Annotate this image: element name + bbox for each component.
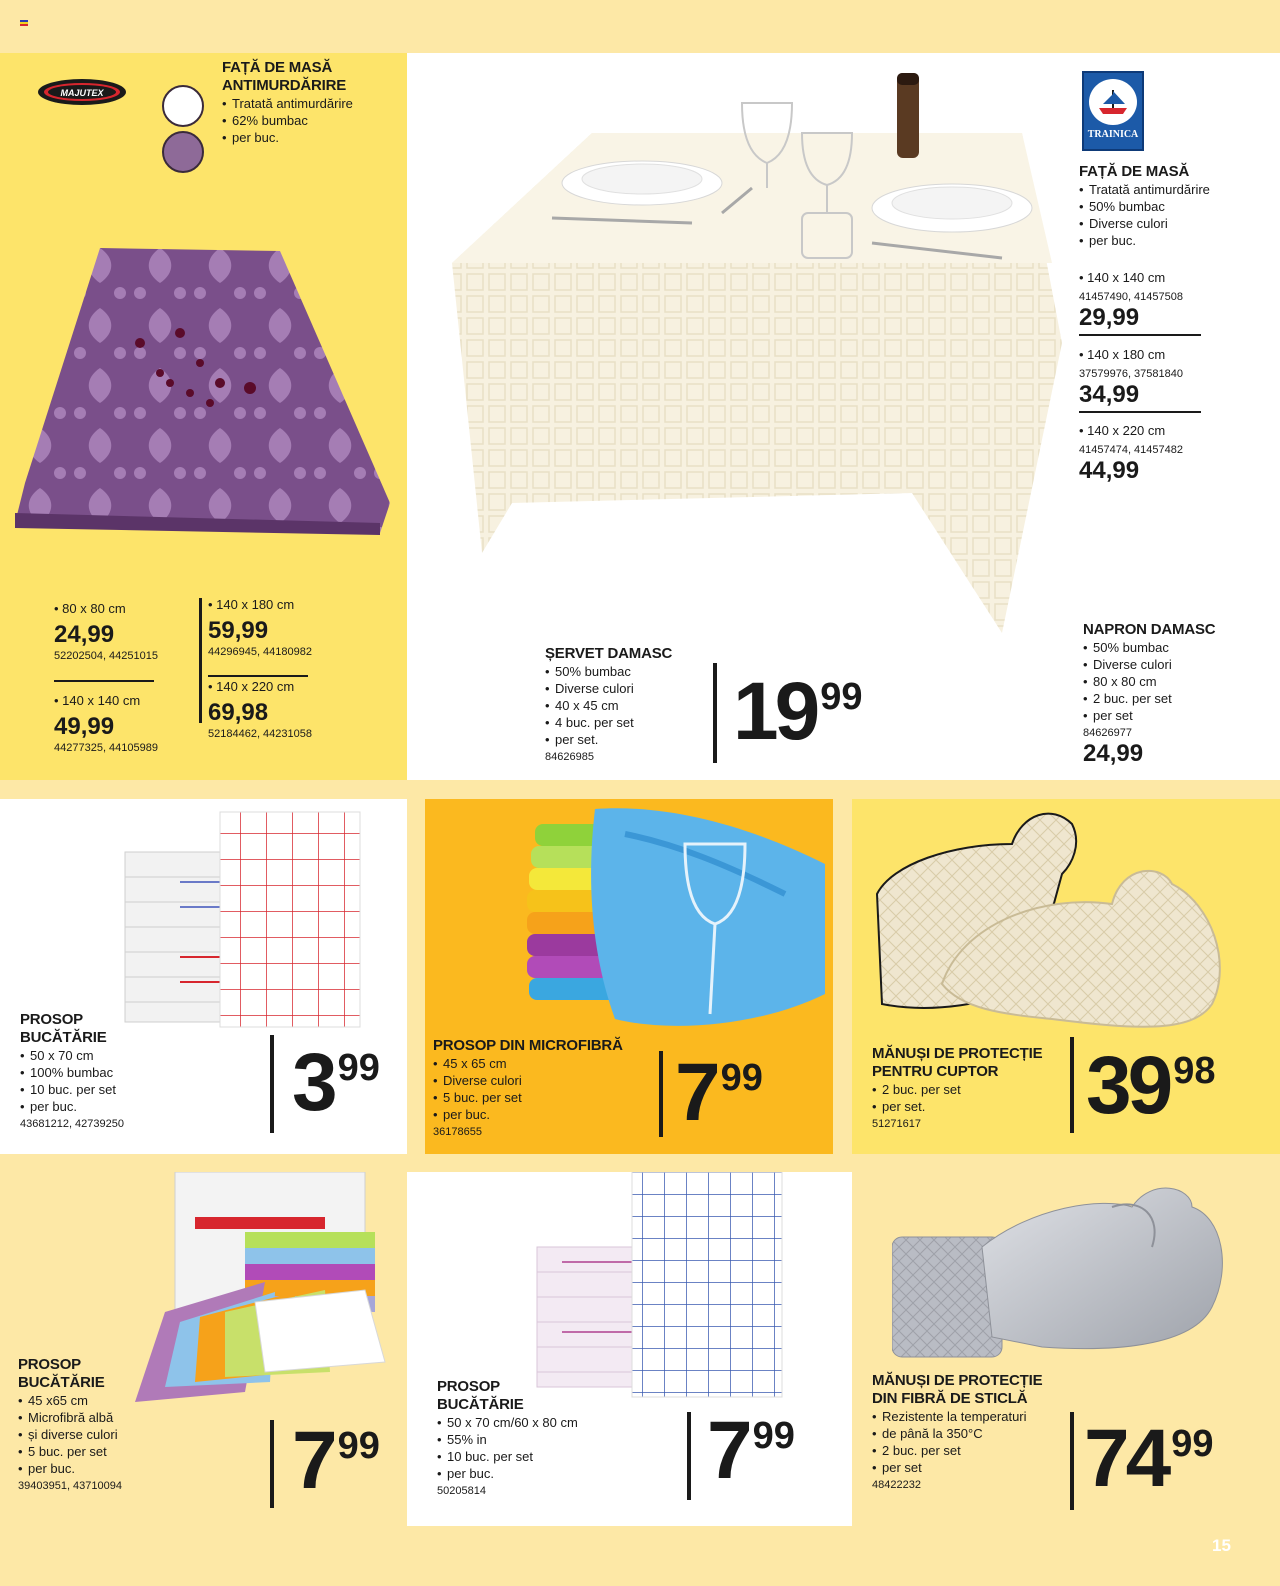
oven-mitts-image bbox=[872, 804, 1232, 1034]
product-code: 52202504, 44251015 bbox=[54, 650, 158, 662]
microfiber-towels-image bbox=[525, 804, 830, 1039]
price: 34,99 bbox=[1079, 381, 1140, 408]
white-tablecloth-table-image bbox=[442, 73, 1067, 633]
product-bullets: • 50% bumbac • Diverse culori • 80 x 80 cm • 2 buc. per set • per set bbox=[1083, 639, 1273, 724]
product-code: 43681212, 42739250 bbox=[20, 1118, 124, 1130]
majutex-logo bbox=[36, 77, 128, 107]
big-price: 74 99 bbox=[1084, 1413, 1214, 1504]
product-title: MĂNUȘI DE PROTECȚIE DIN FIBRĂ DE STICLĂ bbox=[872, 1372, 1043, 1407]
color-swatch-white bbox=[162, 85, 204, 127]
svg-text:MAJUTEX: MAJUTEX bbox=[60, 88, 104, 98]
panel-prosop-bucatarie-3 bbox=[407, 1172, 852, 1526]
price: 69,98 bbox=[208, 699, 269, 726]
product-bullets: • 50 x 70 cm/60 x 80 cm • 55% in • 10 buc. per set • per buc. bbox=[437, 1414, 647, 1482]
product-bullets: • 50% bumbac • Diverse culori • 40 x 45 cm • 4 buc. per set • per set. bbox=[545, 663, 715, 748]
fiberglass-gloves-image bbox=[892, 1177, 1232, 1372]
product-code: 44296945, 44180982 bbox=[208, 646, 312, 658]
price: 24,99 bbox=[54, 621, 115, 648]
product-code: 84626977 bbox=[1083, 727, 1132, 739]
product-title: FAȚĂ DE MASĂ bbox=[1079, 163, 1190, 180]
product-bullets: • 50 x 70 cm • 100% bumbac • 10 buc. per set • per buc. bbox=[20, 1047, 220, 1115]
panel-prosop-bucatarie-2 bbox=[0, 1172, 407, 1526]
product-code: 41457474, 41457482 bbox=[1079, 444, 1183, 456]
big-price: 7 99 bbox=[292, 1415, 380, 1506]
product-bullets: • Rezistente la temperaturi • de până la 350°C • 2 buc. per set • per set bbox=[872, 1408, 1072, 1476]
panel-fata-majutex bbox=[0, 53, 407, 780]
panel-manusi-sticla bbox=[852, 1172, 1280, 1526]
purple-tablecloth-image bbox=[10, 243, 395, 543]
trainica-logo: TRAINICA bbox=[1082, 71, 1144, 151]
product-code: 50205814 bbox=[437, 1485, 486, 1497]
big-price: 19 99 bbox=[733, 666, 863, 757]
price: 49,99 bbox=[54, 713, 115, 740]
size-label: • 140 x 140 cm bbox=[54, 693, 141, 708]
big-price: 7 99 bbox=[675, 1047, 763, 1138]
product-code: 52184462, 44231058 bbox=[208, 728, 312, 740]
size-label: • 140 x 220 cm bbox=[208, 679, 295, 694]
big-price: 3 99 bbox=[292, 1037, 380, 1128]
product-title: PROSOP BUCĂTĂRIE bbox=[437, 1378, 524, 1413]
product-title: PROSOP BUCĂTĂRIE bbox=[20, 1011, 107, 1046]
panel-prosop-microfibra bbox=[425, 799, 833, 1154]
panel-table-scene bbox=[407, 53, 1280, 780]
product-bullets: • 45 x65 cm • Microfibră albă • și diverse culori • 5 buc. per set • per buc. bbox=[18, 1392, 218, 1477]
color-swatch-purple bbox=[162, 131, 204, 173]
product-code: 36178655 bbox=[433, 1126, 482, 1138]
size-label: • 80 x 80 cm bbox=[54, 601, 126, 616]
big-price: 7 99 bbox=[707, 1405, 795, 1496]
product-title: FAȚĂ DE MASĂ ANTIMURDĂRIRE bbox=[222, 59, 347, 94]
flag-icon bbox=[20, 20, 28, 26]
panel-prosop-bucatarie-1 bbox=[0, 799, 407, 1154]
product-code: 44277325, 44105989 bbox=[54, 742, 158, 754]
product-code: 51271617 bbox=[872, 1118, 921, 1130]
product-code: 39403951, 43710094 bbox=[18, 1480, 122, 1492]
price: 59,99 bbox=[208, 617, 269, 644]
product-bullets: • 45 x 65 cm • Diverse culori • 5 buc. per set • per buc. bbox=[433, 1055, 653, 1123]
panel-manusi-cuptor bbox=[852, 799, 1280, 1154]
linen-kitchen-towels-image bbox=[532, 1172, 802, 1412]
product-title: PROSOP DIN MICROFIBRĂ bbox=[433, 1037, 623, 1054]
price: 44,99 bbox=[1079, 457, 1140, 484]
product-bullets: • 2 buc. per set • per set. bbox=[872, 1081, 1082, 1115]
page-number: 15 bbox=[1212, 1536, 1231, 1555]
product-code: 48422232 bbox=[872, 1479, 921, 1491]
size-label: • 140 x 180 cm bbox=[208, 597, 295, 612]
price: 29,99 bbox=[1079, 304, 1140, 331]
size-label: • 140 x 140 cm bbox=[1079, 270, 1166, 285]
product-title: ȘERVET DAMASC bbox=[545, 645, 673, 662]
product-bullets: • Tratată antimurdărire • 50% bumbac • Diverse culori • per buc. bbox=[1079, 181, 1274, 249]
price: 24,99 bbox=[1083, 740, 1144, 767]
product-title: NAPRON DAMASC bbox=[1083, 621, 1216, 638]
size-label: • 140 x 220 cm bbox=[1079, 423, 1166, 438]
product-code: 84626985 bbox=[545, 751, 594, 763]
product-title: PROSOP BUCĂTĂRIE bbox=[18, 1356, 105, 1391]
product-bullets: • Tratată antimurdărire • 62% bumbac • per buc. bbox=[222, 95, 402, 146]
kitchen-towels-image bbox=[110, 807, 370, 1032]
big-price: 39 98 bbox=[1086, 1040, 1216, 1131]
product-title: MĂNUȘI DE PROTECȚIE PENTRU CUPTOR bbox=[872, 1045, 1043, 1080]
product-code: 37579976, 37581840 bbox=[1079, 368, 1183, 380]
size-label: • 140 x 180 cm bbox=[1079, 347, 1166, 362]
product-code: 41457490, 41457508 bbox=[1079, 291, 1183, 303]
